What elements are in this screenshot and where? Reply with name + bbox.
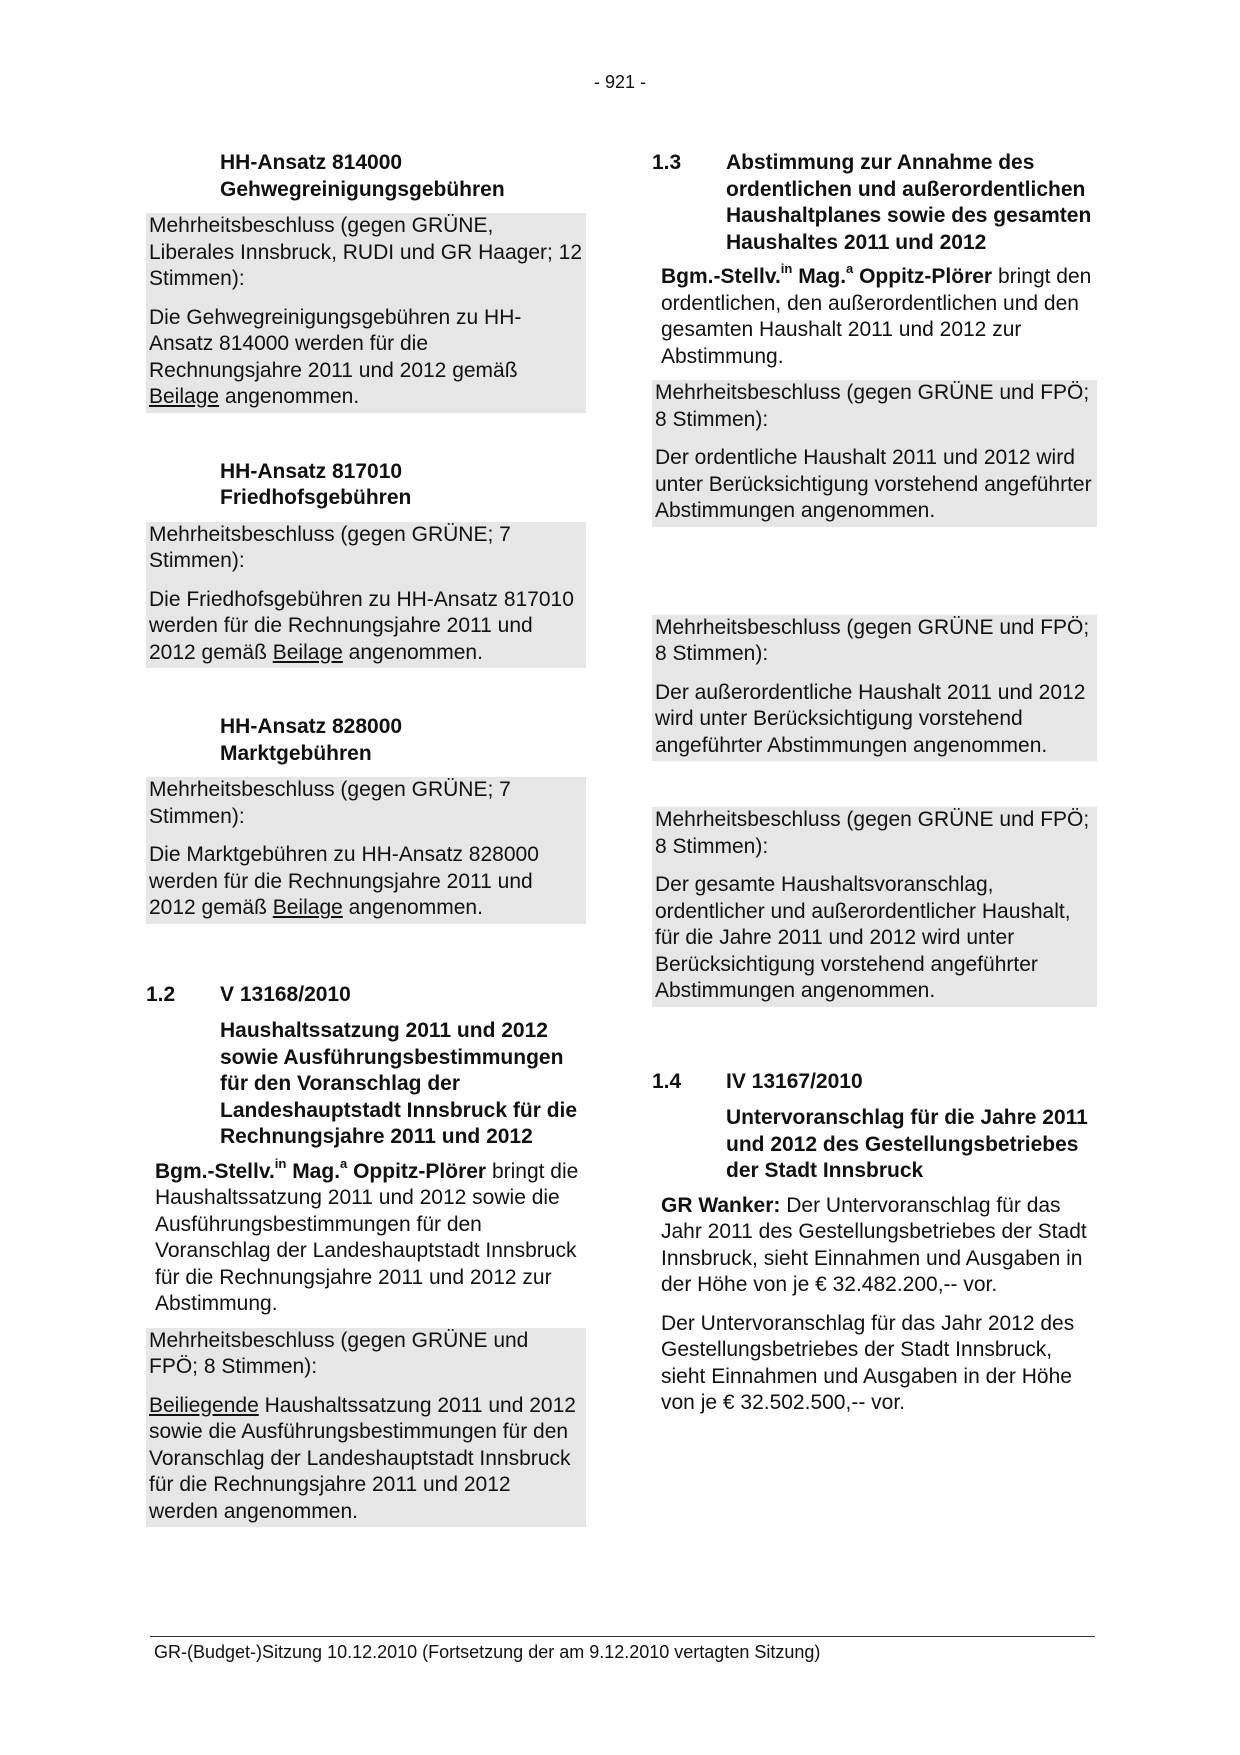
- heading-hh-ansatz-828000: [146, 714, 586, 767]
- heading-line: HH-Ansatz 817010: [220, 459, 403, 483]
- speaker-paragraph: [652, 261, 1097, 370]
- vote-text: Mehrheitsbeschluss (gegen GRÜNE; 7 Stimmen):: [149, 778, 511, 828]
- text: Die Friedhofsgebühren zu HH-Ansatz 817010 werden für die Rechnungsjahre 2011 und 2012 gemäß: [149, 587, 574, 664]
- decision-box: [146, 777, 586, 924]
- beilage-link[interactable]: Beilage: [272, 640, 343, 664]
- vote-text: Mehrheitsbeschluss (gegen GRÜNE und FPÖ; 8 Stimmen):: [655, 808, 1090, 858]
- section-number: 1.3: [652, 151, 682, 174]
- resolution-text: [149, 305, 583, 411]
- decision-box: [146, 522, 586, 669]
- text: Mag.: [792, 265, 847, 288]
- section-number: 1.4: [652, 1069, 682, 1093]
- superscript: a: [846, 261, 854, 276]
- text: Der Untervoranschlag für das Jahr 2011 des Gestellungsbetriebes der Stadt Innsbruck, sieht Einnahmen und Ausgaben in der Höhe von je € 32.482.200,-- vor.: [661, 1193, 1087, 1296]
- footer-text: GR-(Budget-)Sitzung 10.12.2010 (Fortsetzung der am 9.12.2010 vertagten Sitzung): [154, 1642, 821, 1662]
- vote-text: Mehrheitsbeschluss (gegen GRÜNE und FPÖ; 8 Stimmen):: [655, 615, 1090, 665]
- speaker-name: [661, 261, 993, 288]
- text: angenommen.: [219, 385, 360, 408]
- text: Mag.: [286, 1159, 341, 1183]
- page-number: - 921 -: [593, 72, 647, 92]
- vote-text: Mehrheitsbeschluss (gegen GRÜNE; 7 Stimmen):: [149, 522, 511, 572]
- section-1-2-header: [146, 982, 586, 1009]
- decision-box: [652, 380, 1097, 527]
- text: Die Gehwegreinigungsgebühren zu HH-Ansatz 814000 werden für die Rechnungsjahre 2011 und 2012 gemäß: [149, 305, 522, 382]
- section-reference: V 13168/2010: [220, 982, 351, 1006]
- resolution-text: Der gesamte Haushaltsvoranschlag, ordentlicher und außerordentlicher Haushalt, für die Jahre 2011 und 2012 wird unter Berücksichtigung vorstehend angeführter Abstimmungen angenommen.: [655, 873, 1071, 1002]
- text: Bgm.-Stellv.: [661, 265, 781, 288]
- beilage-link[interactable]: Beilage: [272, 896, 343, 919]
- decision-box: [652, 615, 1097, 762]
- decision-box: [146, 213, 586, 413]
- beilage-link[interactable]: Beilage: [149, 385, 220, 408]
- text: angenommen.: [342, 640, 483, 664]
- text: Bgm.-Stellv.: [155, 1159, 275, 1183]
- vote-text: Mehrheitsbeschluss (gegen GRÜNE, Liberales Innsbruck, RUDI und GR Haager; 12 Stimmen):: [149, 214, 583, 290]
- left-column: [146, 150, 586, 1527]
- heading-line: HH-Ansatz 814000: [220, 151, 403, 174]
- heading-line: Marktgebühren: [220, 741, 372, 765]
- text: Die Marktgebühren zu HH-Ansatz 828000 werden für die Rechnungsjahre 2011 und 2012 gemäß: [149, 843, 539, 919]
- text: Oppitz-Plörer: [853, 265, 993, 288]
- text: Haushaltssatzung 2011 und 2012 sowie die Ausführungsbestimmungen für den Voranschlag der Landeshauptstadt Innsbruck für die Rechnungsjahre 2011 und 2012 werden angenommen.: [149, 1393, 576, 1523]
- section-1-3-header: [652, 150, 1097, 256]
- superscript: in: [274, 1155, 287, 1171]
- section-title: Haushaltssatzung 2011 und 2012 sowie Ausführungsbestimmungen für den Voranschlag der Landeshauptstadt Innsbruck für die Rechnungsjahre 2011 und 2012: [220, 1019, 578, 1148]
- right-column: [652, 150, 1097, 1417]
- heading-hh-ansatz-817010: [146, 459, 586, 512]
- decision-box: [146, 1328, 586, 1528]
- speaker-name: GR Wanker:: [661, 1193, 781, 1217]
- vote-text: Mehrheitsbeschluss (gegen GRÜNE und FPÖ; 8 Stimmen):: [149, 1328, 529, 1378]
- superscript: a: [340, 1155, 348, 1171]
- superscript: in: [780, 261, 793, 276]
- text: Oppitz-Plörer: [347, 1159, 487, 1183]
- beiliegende-link[interactable]: Beiliegende: [149, 1393, 259, 1417]
- heading-hh-ansatz-814000: [146, 150, 586, 203]
- text: bringt den ordentlichen, den außerordentlichen und den gesamten Haushalt 2011 und 2012 zur Abstimmung.: [661, 265, 1092, 368]
- section-title: Abstimmung zur Annahme des ordentlichen und außerordentlichen Haushaltplanes sowie des gesamten Haushaltes 2011 und 2012: [726, 151, 1092, 254]
- section-reference: IV 13167/2010: [726, 1069, 863, 1093]
- heading-line: Friedhofsgebühren: [220, 486, 412, 509]
- footer-divider: [150, 1636, 1095, 1637]
- section-number: 1.2: [146, 982, 176, 1006]
- decision-box: [652, 807, 1097, 1007]
- speaker-name: [155, 1155, 487, 1183]
- text: bringt die Haushaltssatzung 2011 und 2012 sowie die Ausführungsbestimmungen für den Voranschlag der Landeshauptstadt Innsbruck für die Rechnungsjahre 2011 und 2012 zur Abstimmung.: [155, 1159, 579, 1315]
- resolution-text: Der ordentliche Haushalt 2011 und 2012 wird unter Berücksichtigung vorstehend angeführter Abstimmungen angenommen.: [655, 446, 1092, 522]
- resolution-text: [149, 587, 583, 667]
- section-title: Untervoranschlag für die Jahre 2011 und 2012 des Gestellungsbetriebes der Stadt Innsbruck: [726, 1106, 1088, 1182]
- vote-text: Mehrheitsbeschluss (gegen GRÜNE und FPÖ; 8 Stimmen):: [655, 381, 1090, 431]
- speaker-paragraph: [652, 1193, 1097, 1299]
- speaker-paragraph: [146, 1155, 586, 1318]
- heading-line: HH-Ansatz 828000: [220, 715, 403, 738]
- heading-line: Gehwegreinigungsgebühren: [220, 177, 505, 201]
- resolution-text: [149, 842, 583, 922]
- body-paragraph: Der Untervoranschlag für das Jahr 2012 des Gestellungsbetriebes der Stadt Innsbruck, sieht Einnahmen und Ausgaben in der Höhe von je € 32.502.500,-- vor.: [661, 1311, 1075, 1414]
- resolution-text: [149, 1393, 583, 1526]
- section-1-4-header: [652, 1069, 1097, 1096]
- resolution-text: Der außerordentliche Haushalt 2011 und 2012 wird unter Berücksichtigung vorstehend angeführter Abstimmungen angenommen.: [655, 680, 1086, 757]
- text: angenommen.: [342, 896, 483, 919]
